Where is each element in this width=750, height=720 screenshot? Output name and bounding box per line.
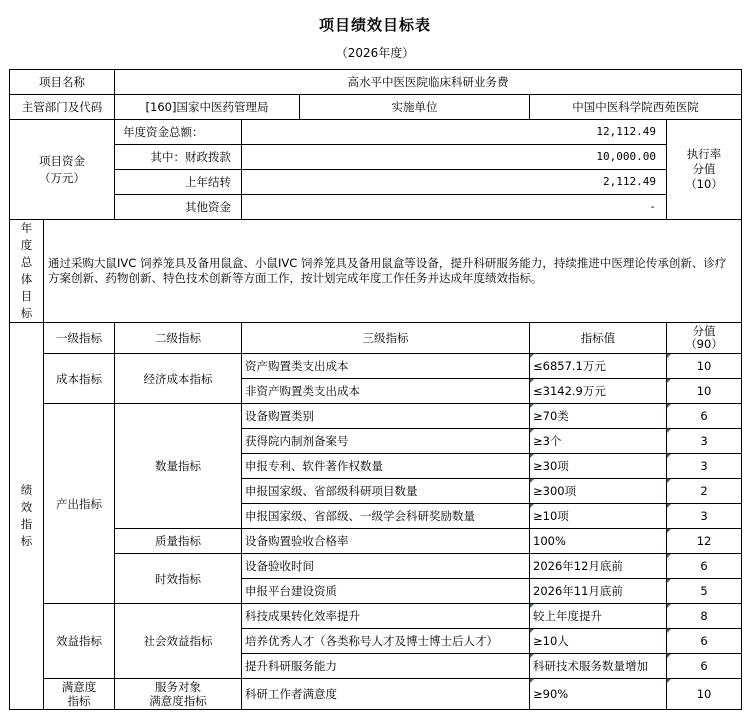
indicator-score: 5 [667,579,742,604]
indicator-name: 科技成果转化效率提升 [242,604,530,629]
project-name-label: 项目名称 [10,70,115,95]
level1-output: 产出指标 [44,404,115,604]
page-subtitle: （2026年度） [335,46,415,60]
indicator-value: 2026年12月底前 [530,554,667,579]
level1-satisfaction: 满意度 指标 [44,679,115,710]
indicator-name: 设备验收时间 [242,554,530,579]
funds-label: 项目资金 （万元） [10,120,115,220]
indicator-name: 科研工作者满意度 [242,679,530,710]
annual-goal-label: 年度总体目标 [10,220,44,323]
level2-economic-cost: 经济成本指标 [115,354,242,404]
indicator-score: 10 [667,379,742,404]
indicator-value: ≥3个 [530,429,667,454]
indicator-name: 申报国家级、省部级、一级学会科研奖励数量 [242,504,530,529]
level2-timeliness: 时效指标 [115,554,242,604]
indicator-name: 申报国家级、省部级科研项目数量 [242,479,530,504]
header-level2: 二级指标 [115,323,242,354]
impl-unit-label: 实施单位 [300,95,530,120]
indicator-value: ≥90% [530,679,667,710]
level2-social-benefit: 社会效益指标 [115,604,242,679]
header-value: 指标值 [530,323,667,354]
level1-benefit: 效益指标 [44,604,115,679]
indicator-name: 培养优秀人才（各类称号人才及博士博士后人才） [242,629,530,654]
level2-quantity: 数量指标 [115,404,242,529]
indicators-section-label: 绩效指标 [10,323,44,710]
indicator-value: ≥70类 [530,404,667,429]
indicator-name: 资产购置类支出成本 [242,354,530,379]
funds-row-label: 上年结转 [115,170,242,195]
indicator-name: 申报平台建设资质 [242,579,530,604]
indicator-name: 获得院内制剂备案号 [242,429,530,454]
indicator-name: 设备购置验收合格率 [242,529,530,554]
indicator-name: 设备购置类别 [242,404,530,429]
impl-unit-value: 中国中医科学院西苑医院 [530,95,742,120]
indicator-name: 提升科研服务能力 [242,654,530,679]
dept-label: 主管部门及代码 [10,95,115,120]
level2-service-satisfaction: 服务对象 满意度指标 [115,679,242,710]
indicator-value: ≥300项 [530,479,667,504]
indicator-score: 3 [667,454,742,479]
indicator-score: 10 [667,679,742,710]
funds-row-label: 年度资金总额： [115,120,242,145]
indicator-score: 12 [667,529,742,554]
dept-value: [160]国家中医药管理局 [115,95,300,120]
funds-row-value: 10,000.00 [242,145,667,170]
indicator-name: 申报专利、软件著作权数量 [242,454,530,479]
indicator-value: ≥10项 [530,504,667,529]
indicator-name: 非资产购置类支出成本 [242,379,530,404]
indicator-value: ≤3142.9万元 [530,379,667,404]
indicator-value: ≤6857.1万元 [530,354,667,379]
indicator-value: 较上年度提升 [530,604,667,629]
indicator-score: 6 [667,404,742,429]
header-score: 分值 （90） [667,323,742,354]
indicator-value: 科研技术服务数量增加 [530,654,667,679]
indicator-score: 3 [667,504,742,529]
indicator-score: 6 [667,629,742,654]
indicator-value: ≥10人 [530,629,667,654]
indicator-score: 3 [667,429,742,454]
funds-row-label: 其中：财政拨款 [115,145,242,170]
indicator-value: 100% [530,529,667,554]
funds-row-value: 12,112.49 [242,120,667,145]
page-title: 项目绩效目标表 [318,16,431,34]
header-level3: 三级指标 [242,323,530,354]
indicator-value: ≥30项 [530,454,667,479]
funds-row-label: 其他资金 [115,195,242,220]
funds-row-value: 2,112.49 [242,170,667,195]
indicator-score: 6 [667,654,742,679]
project-name-value: 高水平中医医院临床科研业务费 [115,70,742,95]
exec-rate-score-label: 执行率 分值 （10） [667,120,742,220]
level2-quality: 质量指标 [115,529,242,554]
annual-goal-text: 通过采购大鼠IVC 饲养笼具及备用鼠盒、小鼠IVC 饲养笼具及备用鼠盒等设备，提升科研服务能力，持续推进中医理论传承创新、诊疗方案创新、药物创新、特色技术创新等方面工作，按计划完成年度工作任务并达成年度绩效指标。 [44,220,742,323]
indicator-score: 10 [667,354,742,379]
header-level1: 一级指标 [44,323,115,354]
indicator-value: 2026年11月底前 [530,579,667,604]
indicator-score: 8 [667,604,742,629]
indicator-score: 6 [667,554,742,579]
performance-table [9,69,742,710]
level1-cost: 成本指标 [44,354,115,404]
funds-row-value: - [242,195,667,220]
indicator-score: 2 [667,479,742,504]
